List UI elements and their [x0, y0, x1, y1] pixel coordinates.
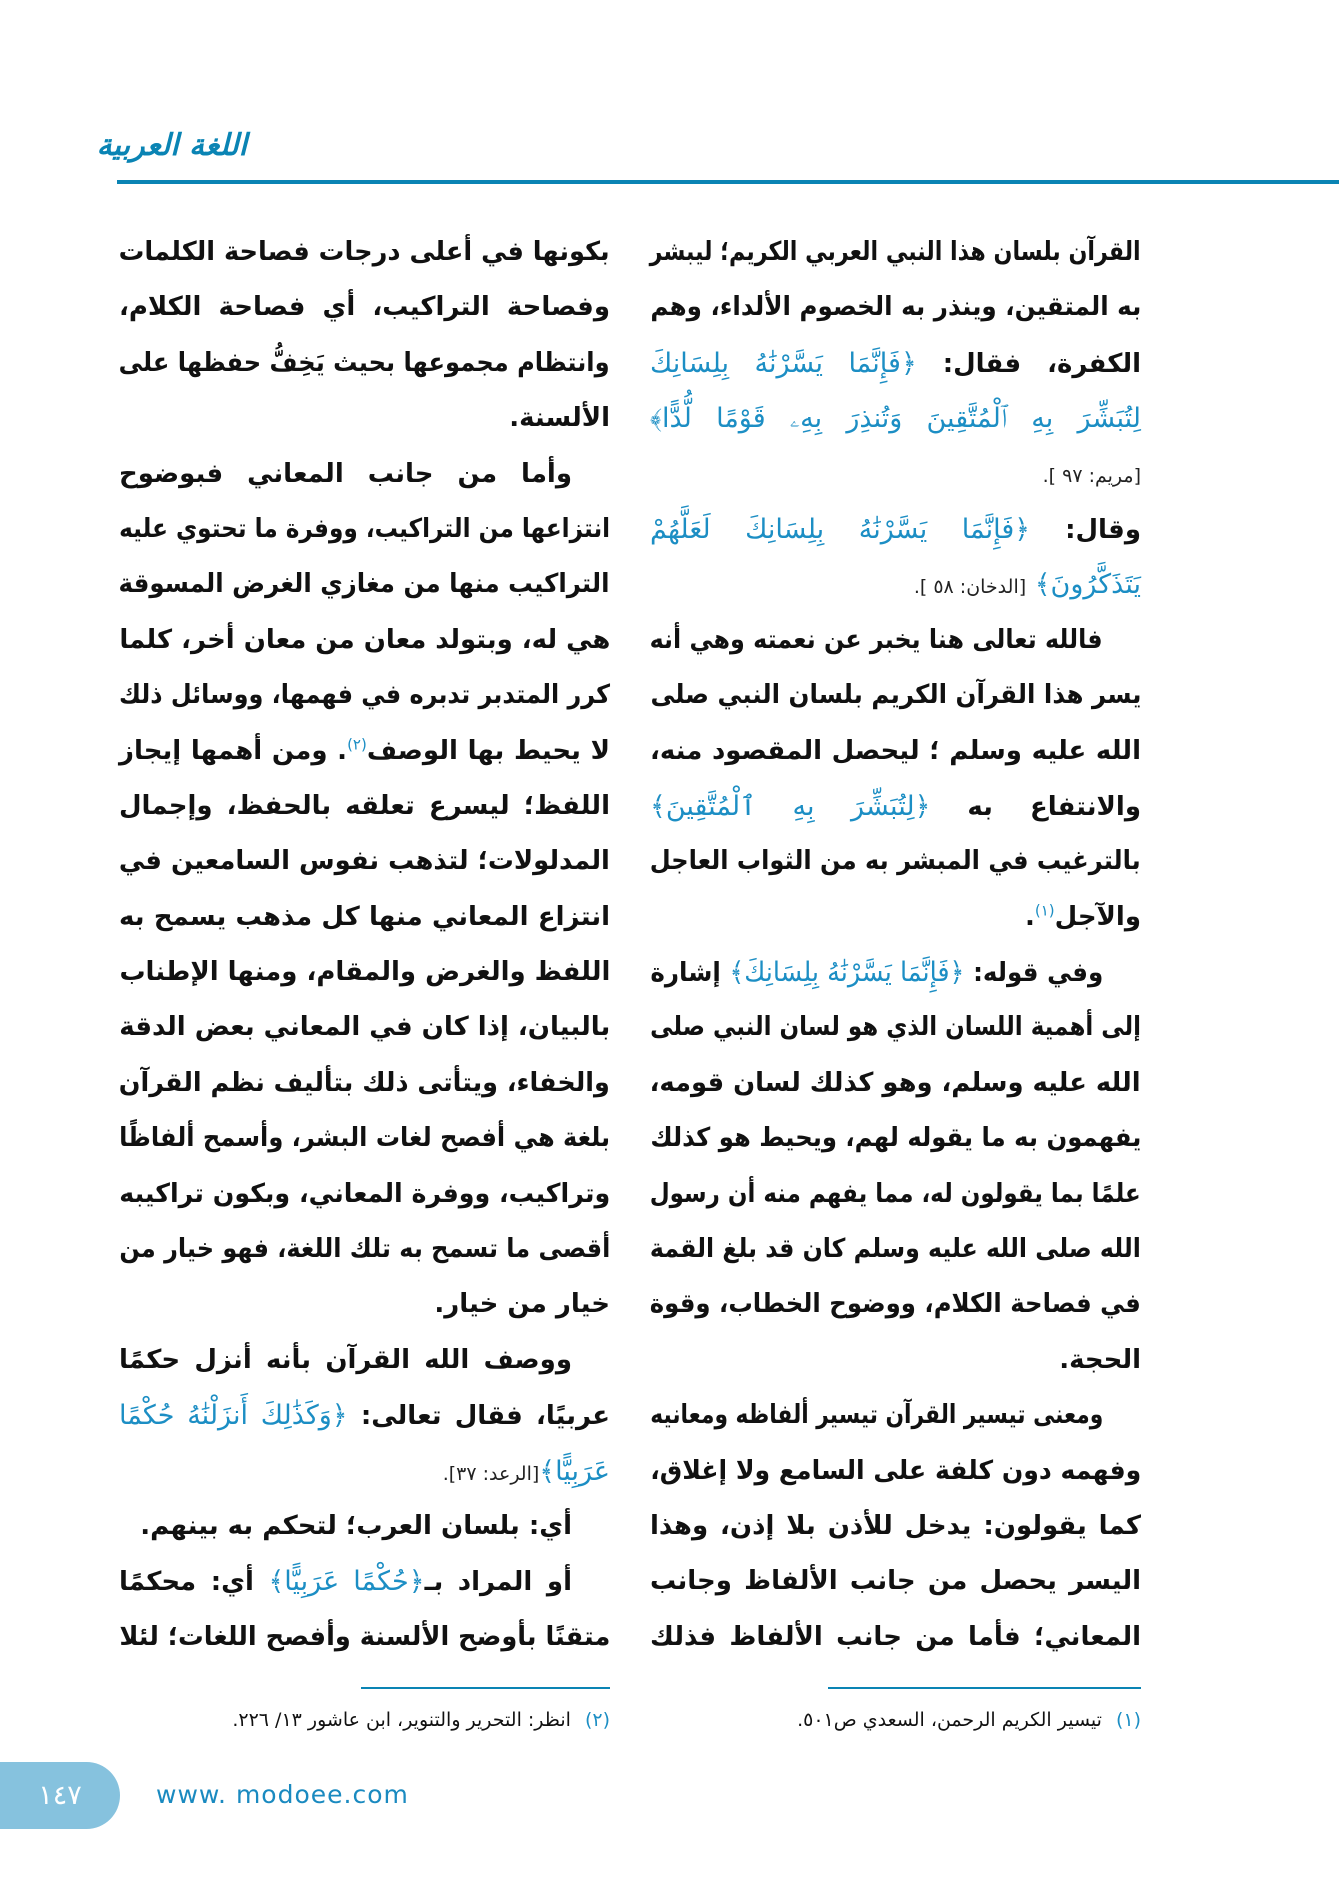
text-segment: وفهمه دون كلفة على السامع ولا إغلاق،	[650, 1455, 1141, 1486]
text-segment: الحجة.	[1059, 1344, 1141, 1375]
line-content	[119, 557, 610, 612]
text-segment: به المتقين، وينذر به الخصوم الألداء، وهم	[650, 292, 1141, 323]
text-line	[650, 225, 1141, 280]
text-segment: أو المراد بـ	[424, 1567, 572, 1598]
footnote-divider-left	[361, 1687, 610, 1689]
text-line	[119, 724, 610, 779]
text-line	[650, 336, 1141, 391]
text-line	[650, 557, 1141, 612]
text-line	[650, 1167, 1141, 1222]
text-segment: وفصاحة التراكيب، أي فصاحة الكلام،	[119, 292, 610, 323]
text-segment: التراكيب منها من مغازي الغرض المسوقة	[119, 569, 610, 600]
text-line	[119, 890, 610, 945]
text-line	[119, 1056, 610, 1111]
text-segment: اللفظ والغرض والمقام، ومنها الإطناب	[119, 957, 610, 988]
line-content	[119, 1167, 610, 1222]
line-content	[119, 834, 610, 889]
text-line	[650, 1499, 1141, 1554]
text-line	[650, 779, 1141, 834]
line-content	[650, 1499, 1141, 1554]
text-line	[119, 1222, 610, 1277]
text-segment: في فصاحة الكلام، ووضوح الخطاب، وقوة	[650, 1289, 1141, 1320]
text-segment: متقنًا بأوضح الألسنة وأفصح اللغات؛ لئلا	[119, 1621, 610, 1652]
text-line	[119, 1333, 610, 1388]
left-column	[119, 225, 610, 1665]
logo: اللغة العربية	[96, 128, 247, 163]
text-line	[650, 1333, 1141, 1388]
line-content	[650, 668, 1141, 723]
line-content	[119, 280, 610, 335]
text-segment: انتزاع المعاني منها كل مذهب يسمح به	[119, 901, 610, 932]
text-line	[650, 668, 1141, 723]
text-line	[650, 447, 1141, 502]
line-content	[119, 1610, 610, 1665]
text-segment: كما يقولون: يدخل للأذن بلا إذن، وهذا	[650, 1510, 1141, 1541]
text-segment: الله عليه وسلم، وهو كذلك لسان قومه،	[650, 1067, 1141, 1098]
text-segment: المعاني؛ فأما من جانب الألفاظ فذلك	[650, 1621, 1141, 1652]
text-segment: وفي قوله:	[964, 958, 1103, 989]
footnote-text: انظر: التحرير والتنوير، ابن عاشور ١٣/ ٢٢٦.	[232, 1709, 571, 1731]
footnote-1	[797, 1704, 1141, 1736]
text-line	[650, 1222, 1141, 1277]
text-line	[119, 1554, 610, 1609]
text-segment: إشارة	[650, 958, 730, 989]
line-content	[1059, 1333, 1141, 1388]
line-content	[119, 890, 610, 945]
text-line	[650, 1610, 1141, 1665]
text-line	[119, 1388, 610, 1443]
line-content	[119, 1056, 610, 1111]
text-segment: يسر هذا القرآن الكريم بلسان النبي صلى	[650, 680, 1141, 711]
text-line	[119, 779, 610, 834]
text-line	[119, 668, 610, 723]
line-content	[119, 724, 610, 779]
line-content	[650, 834, 1141, 889]
text-segment: أقصى ما تسمح به تلك اللغة، فهو خيار من	[119, 1234, 610, 1265]
text-segment: علمًا بما يقولون له، مما يفهم منه أن رسول	[650, 1178, 1141, 1209]
line-content	[119, 336, 610, 391]
text-segment: عربيًا، فقال تعالى:	[347, 1401, 610, 1432]
text-segment: فالله تعالى هنا يخبر عن نعمته وهي أنه	[650, 624, 1103, 655]
line-content	[119, 1388, 610, 1444]
text-line	[650, 890, 1141, 945]
line-content	[650, 1444, 1141, 1499]
line-content	[650, 1388, 1103, 1443]
text-segment: . ومن أهمها إيجاز	[119, 735, 348, 766]
quran-verse: ﴿فَإِنَّمَا يَسَّرْنَٰهُ بِلِسَانِكَ	[650, 347, 917, 379]
text-line	[650, 1111, 1141, 1166]
verse-reference: [الرعد: ٣٧].	[442, 1462, 540, 1485]
text-segment: الكفرة، فقال:	[916, 348, 1141, 379]
text-line	[650, 613, 1141, 668]
text-segment: بالبيان، إذا كان في المعاني بعض الدقة	[119, 1012, 610, 1043]
text-segment: بلغة هي أفصح لغات البشر، وأسمح ألفاظًا	[119, 1123, 610, 1154]
header-divider	[117, 180, 1339, 184]
line-content	[509, 391, 610, 446]
text-segment: وانتظام مجموعها بحيث يَخِفُّ حفظها على	[119, 347, 610, 378]
verse-reference: [الدخان: ٥٨ ].	[913, 576, 1027, 599]
quran-verse: ﴿فَإِنَّمَا يَسَّرْنَٰهُ بِلِسَانِكَ﴾	[729, 957, 965, 989]
text-line	[650, 1388, 1141, 1443]
text-segment: وأما من جانب المعاني فبوضوح	[119, 458, 572, 489]
line-content	[434, 1277, 610, 1332]
text-line	[650, 1000, 1141, 1055]
text-line	[650, 391, 1141, 446]
footnote-reference[interactable]: (٢)	[347, 734, 367, 753]
text-segment: المدلولات؛ لتذهب نفوس السامعين في	[119, 846, 610, 877]
text-segment: وتراكيب، ووفرة المعاني، وبكون تراكيبه	[119, 1178, 610, 1209]
text-segment: والانتفاع به	[930, 791, 1141, 822]
line-content	[119, 668, 610, 723]
quran-verse: لِتُبَشِّرَ بِهِ ٱلْمُتَّقِينَ وَتُنذِرَ بِهِۦ قَوْمًا لُّدًّا﴾	[650, 403, 1141, 435]
line-content	[650, 1111, 1141, 1166]
text-segment: والخفاء، ويتأتى ذلك بتأليف نظم القرآن	[119, 1067, 610, 1098]
text-line	[650, 1444, 1141, 1499]
line-content	[140, 1499, 572, 1554]
text-segment: والآجل	[1054, 901, 1141, 932]
footnote-reference[interactable]: (١)	[1034, 901, 1055, 920]
footnote-text: تيسير الكريم الرحمن، السعدي ص٥٠١.	[797, 1709, 1102, 1731]
text-segment: اليسر يحصل من جانب الألفاظ وجانب	[650, 1566, 1141, 1597]
text-line	[119, 1499, 610, 1554]
text-segment: الألسنة.	[509, 403, 610, 434]
text-line	[119, 336, 610, 391]
quran-verse: ﴿وَكَذَٰلِكَ أَنزَلْنَٰهُ حُكْمًا	[119, 1400, 348, 1432]
text-segment: اللفظ؛ ليسرع تعلقه بالحفظ، وإجمال	[119, 790, 610, 821]
text-segment: بالترغيب في المبشر به من الثواب العاجل	[650, 846, 1141, 877]
text-line	[119, 557, 610, 612]
text-segment: بكونها في أعلى درجات فصاحة الكلمات	[119, 237, 610, 267]
text-line	[650, 724, 1141, 779]
line-content	[119, 1111, 610, 1166]
line-content	[650, 1167, 1141, 1222]
text-line	[119, 225, 610, 280]
right-column	[650, 225, 1141, 1665]
text-line	[119, 280, 610, 335]
text-line	[119, 447, 610, 502]
text-line	[119, 1444, 610, 1499]
text-line	[119, 834, 610, 889]
line-content	[1043, 447, 1141, 504]
line-content	[650, 613, 1103, 668]
text-line	[119, 391, 610, 446]
text-line	[119, 502, 610, 557]
line-content	[119, 1554, 572, 1610]
line-content	[119, 945, 610, 1000]
text-segment: كرر المتدبر تدبره في فهمها، ووسائل ذلك	[119, 680, 610, 711]
line-content	[119, 1000, 610, 1055]
text-line	[650, 834, 1141, 889]
footnote-2	[232, 1704, 610, 1736]
text-line	[119, 1167, 610, 1222]
line-content	[1025, 890, 1141, 945]
text-segment: .	[1024, 901, 1035, 932]
text-segment: هي له، وبتولد معان من معان أخر، كلما	[119, 624, 610, 655]
quran-verse: ﴿لِتُبَشِّرَ بِهِ ٱلْمُتَّقِينَ﴾	[650, 790, 931, 822]
quran-verse: عَرَبِيًّا﴾	[539, 1455, 610, 1487]
text-line	[650, 1277, 1141, 1332]
text-line	[119, 945, 610, 1000]
text-segment: القرآن بلسان هذا النبي العربي الكريم؛ ليبشر	[650, 237, 1141, 267]
text-segment: ووصف الله القرآن بأنه أنزل حكمًا	[119, 1344, 572, 1375]
line-content	[914, 557, 1141, 615]
text-segment: وقال:	[1030, 514, 1141, 545]
line-content	[650, 1056, 1141, 1111]
text-line	[650, 1056, 1141, 1111]
line-content	[119, 225, 610, 280]
footnote-marker: (٢)	[584, 1709, 610, 1731]
text-line	[119, 1277, 610, 1332]
line-content	[119, 447, 572, 502]
line-content	[650, 779, 1141, 835]
page-number: ١٤٧	[0, 1762, 120, 1829]
line-content	[650, 1000, 1141, 1055]
text-segment: خيار من خيار.	[434, 1289, 610, 1320]
footnote-divider-right	[828, 1687, 1141, 1689]
line-content	[650, 1610, 1141, 1665]
line-content	[650, 502, 1141, 558]
text-segment: لا يحيط بها الوصف	[366, 735, 610, 766]
text-line	[650, 945, 1141, 1000]
text-segment: الله صلى الله عليه وسلم كان قد بلغ القمة	[650, 1234, 1141, 1265]
line-content	[119, 1333, 572, 1388]
text-line	[650, 1554, 1141, 1609]
quran-verse: ﴿حُكْمًا عَرَبِيًّا﴾	[268, 1566, 425, 1598]
line-content	[650, 945, 1103, 1001]
text-segment: إلى أهمية اللسان الذي هو لسان النبي صلى	[650, 1012, 1141, 1043]
line-content	[443, 1444, 610, 1502]
website-url[interactable]: www. modoee.com	[156, 1780, 409, 1809]
line-content	[119, 613, 610, 668]
text-line	[119, 1610, 610, 1665]
line-content	[119, 502, 610, 557]
quran-verse: ﴿فَإِنَّمَا يَسَّرْنَٰهُ بِلِسَانِكَ لَعَلَّهُمْ	[650, 513, 1031, 545]
line-content	[650, 280, 1141, 335]
quran-verse: يَتَذَكَّرُونَ﴾	[1026, 569, 1141, 601]
text-segment: انتزاعها من التراكيب، ووفرة ما تحتوي عليه	[119, 513, 610, 544]
line-content	[650, 225, 1141, 280]
text-segment: أي: بلسان العرب؛ لتحكم به بينهم.	[140, 1510, 572, 1541]
text-line	[119, 1000, 610, 1055]
text-segment: ومعنى تيسير القرآن تيسير ألفاظه ومعانيه	[650, 1400, 1103, 1431]
line-content	[650, 1554, 1141, 1609]
line-content	[650, 1277, 1141, 1332]
line-content	[650, 336, 1141, 392]
text-line	[650, 280, 1141, 335]
text-segment: أي: محكمًا	[119, 1567, 269, 1598]
line-content	[119, 1222, 610, 1277]
verse-reference: [مريم: ٩٧ ].	[1042, 464, 1141, 487]
line-content	[650, 391, 1141, 447]
text-line	[650, 502, 1141, 557]
line-content	[119, 779, 610, 834]
text-segment: يفهمون به ما يقوله لهم، ويحيط هو كذلك	[650, 1123, 1141, 1154]
text-line	[119, 1111, 610, 1166]
footnote-marker: (١)	[1115, 1709, 1141, 1731]
text-line	[119, 613, 610, 668]
line-content	[650, 1222, 1141, 1277]
line-content	[650, 724, 1141, 779]
text-segment: الله عليه وسلم ؛ ليحصل المقصود منه،	[650, 735, 1141, 766]
